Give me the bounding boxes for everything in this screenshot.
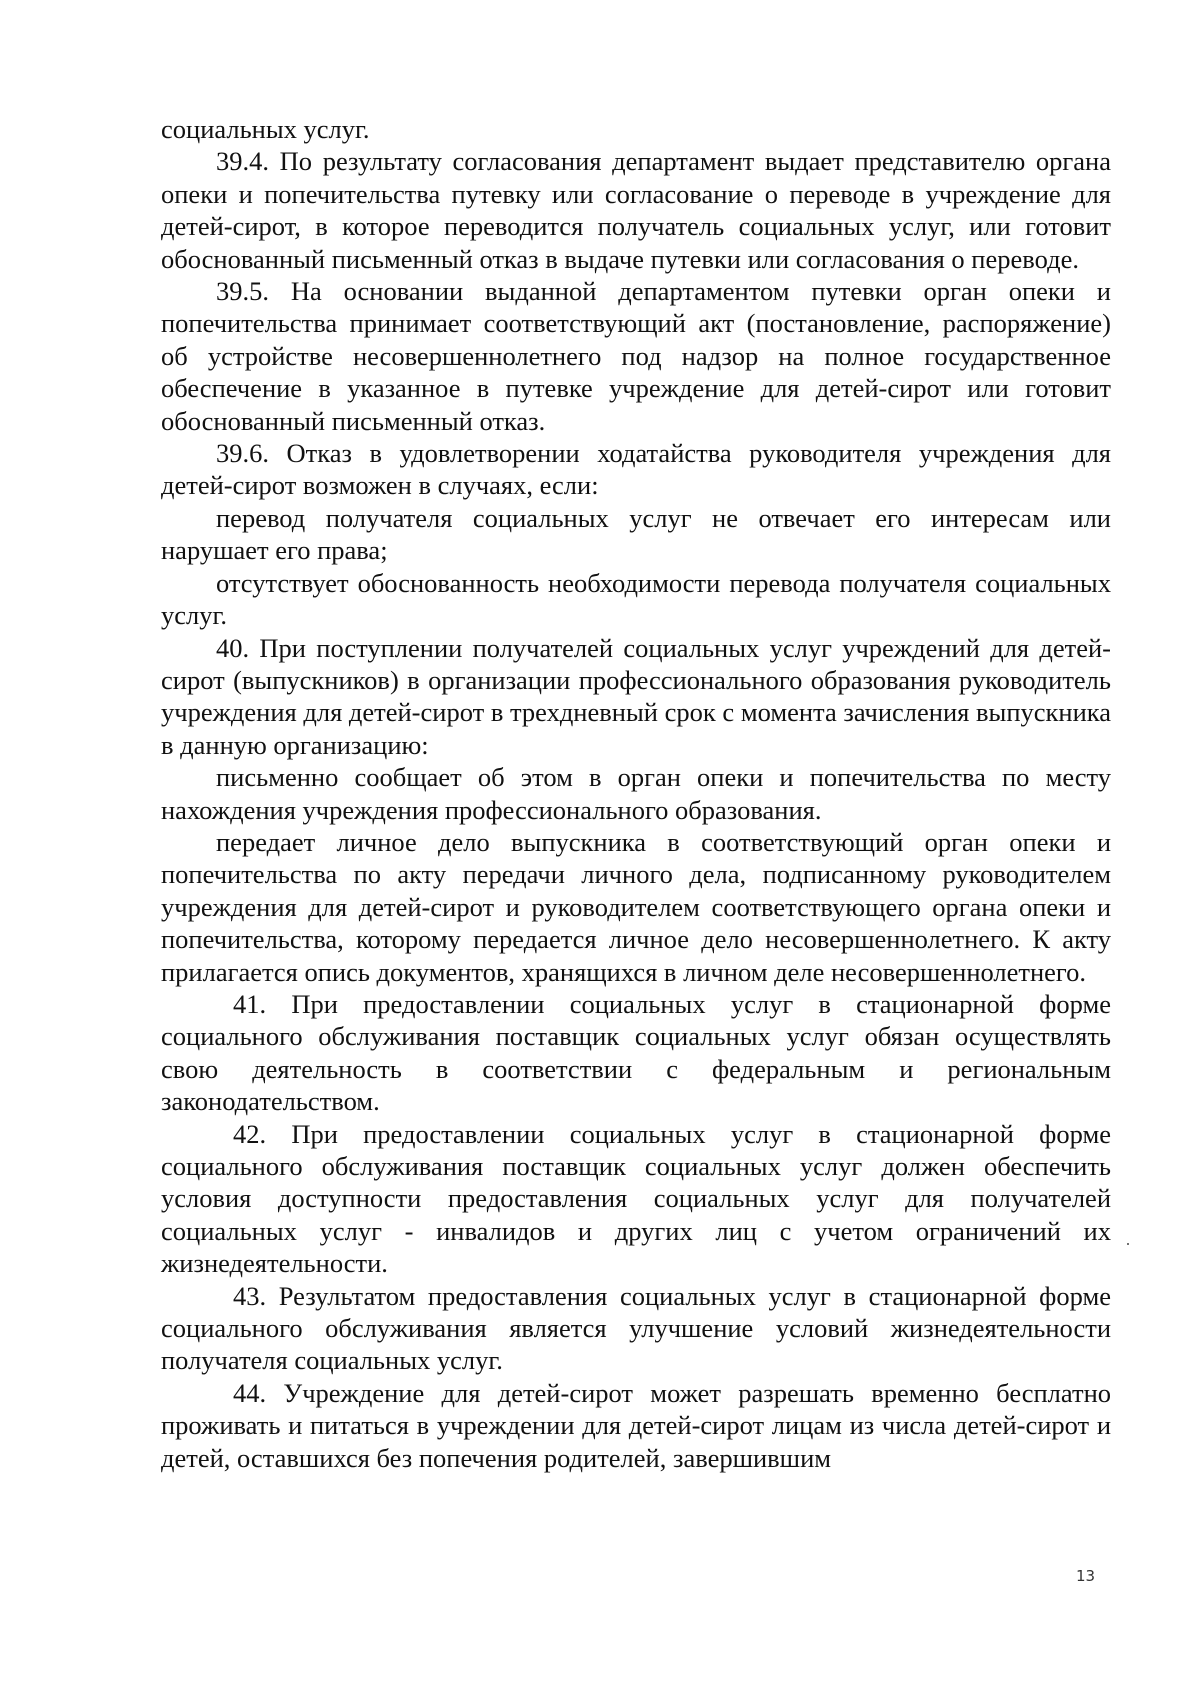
document-body — [161, 113, 1111, 1474]
paragraph-40: 40. При поступлении получателей социальных услуг учреждений для детей-сирот (выпускников) в организации профессионального образования руководитель учреждения для детей-сирот в трехдневный срок с момента зачисления выпускника в данную организацию: — [161, 632, 1111, 760]
paragraph-39-6-case-1: перевод получателя социальных услуг не отвечает его интересам или нарушает его права; — [161, 502, 1111, 566]
paragraph-40-item-2: передает личное дело выпускника в соответствующий орган опеки и попечительства по акту передачи личного дела, подписанному руководителем учреждения для детей-сирот и руководителем соответствующего органа опеки и попечительства, которому передается личное дело несовершеннолетнего. К акту прилагается опись документов, хранящихся в личном деле несовершеннолетнего. — [161, 826, 1111, 987]
paragraph-44: 44. Учреждение для детей-сирот может разрешать временно бесплатно проживать и питаться в учреждении для детей-сирот лицам из числа детей-сирот и детей, оставшихся без попечения родителей, завершившим — [161, 1377, 1111, 1473]
paragraph-40-item-1: письменно сообщает об этом в орган опеки и попечительства по месту нахождения учреждения профессионального образования. — [161, 762, 1111, 825]
paragraph-39-6-case-2: отсутствует обоснованность необходимости перевода получателя социальных услуг. — [161, 567, 1111, 631]
scan-speck-mark — [1127, 1243, 1129, 1245]
paragraph-continuation: социальных услуг. — [161, 114, 370, 144]
paragraph-43: 43. Результатом предоставления социальных услуг в стационарной форме социального обслуживания является улучшение условий жизнедеятельности получателя социальных услуг. — [161, 1280, 1111, 1376]
page-number: 13 — [1076, 1567, 1096, 1585]
paragraph-42: 42. При предоставлении социальных услуг в стационарной форме социального обслуживания поставщик социальных услуг должен обеспечить условия доступности предоставления социальных услуг для получателей социальных услуг - инвалидов и других лиц с учетом ограничений их жизнедеятельности. — [161, 1118, 1111, 1279]
paragraph-41: 41. При предоставлении социальных услуг в стационарной форме социального обслуживания поставщик социальных услуг обязан осуществлять свою деятельность в соответствии с федеральным и региональным законодательством. — [161, 988, 1111, 1117]
paragraph-39-6: 39.6. Отказ в удовлетворении ходатайства руководителя учреждения для детей-сирот возможен в случаях, если: — [161, 438, 1111, 501]
paragraph-39-4: 39.4. По результату согласования департамент выдает представителю органа опеки и попечительства путевку или согласование о переводе в учреждение для детей-сирот, в которое переводится получатель социальных услуг, или готовит обоснованный письменный отказ в выдаче путевки или согласования о переводе. — [161, 146, 1111, 274]
paragraph-39-5: 39.5. На основании выданной департаментом путевки орган опеки и попечительства принимает соответствующий акт (постановление, распоряжение) об устройстве несовершеннолетнего под надзор на полное государственное обеспечение в указанное в путевке учреждение для детей-сирот или готовит обоснованный письменный отказ. — [161, 276, 1111, 436]
